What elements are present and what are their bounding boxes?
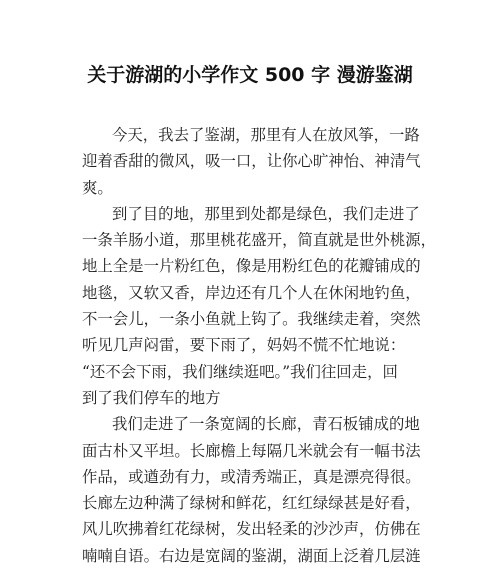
text-line: 听见几声闷雷，要下雨了，妈妈不慌不忙地说：: [82, 336, 406, 355]
text-line: 迎着香甜的微风，吸一口，让你心旷神怡、神清气: [82, 152, 421, 171]
text-line: “还不会下雨，我们继续逛吧。”我们往回走，回: [82, 362, 398, 381]
text-line: 我们走进了一条宽阔的长廊，青石板铺成的地: [112, 415, 420, 434]
text-line: 到了我们停车的地方: [82, 388, 221, 407]
text-line: 作品，或遒劲有力，或清秀端正，真是漂亮得很。: [82, 467, 421, 486]
text-line: 爽。: [82, 178, 113, 197]
text-line: 喃喃自语。右边是宽阔的鉴湖，湖面上泛着几层涟: [82, 546, 421, 565]
text-line: 不一会儿，一条小鱼就上钩了。我继续走着，突然: [82, 310, 421, 329]
text-line: 风儿吹拂着红花绿树，发出轻柔的沙沙声，仿佛在: [82, 520, 421, 539]
text-line: 一条羊肠小道，那里桃花盛开，简直就是世外桃源，: [82, 231, 436, 250]
document-body: [82, 122, 436, 569]
text-line: 长廊左边种满了绿树和鲜花，红红绿绿甚是好看，: [82, 494, 421, 513]
text-line: 今天，我去了鉴湖，那里有人在放风筝，一路: [112, 126, 420, 144]
text-line: 到了目的地，那里到处都是绿色，我们走进了: [112, 204, 420, 223]
document-title: 关于游湖的小学作文 500 字 漫游鉴湖: [87, 64, 413, 86]
text-line: 地上全是一片粉红色，像是用粉红色的花瓣铺成的: [82, 257, 421, 276]
text-line: 地毯，又软又香，岸边还有几个人在休闲地钓鱼，: [82, 283, 421, 302]
text-line: 面古朴又平坦。长廊檐上每隔几米就会有一幅书法: [82, 441, 421, 460]
